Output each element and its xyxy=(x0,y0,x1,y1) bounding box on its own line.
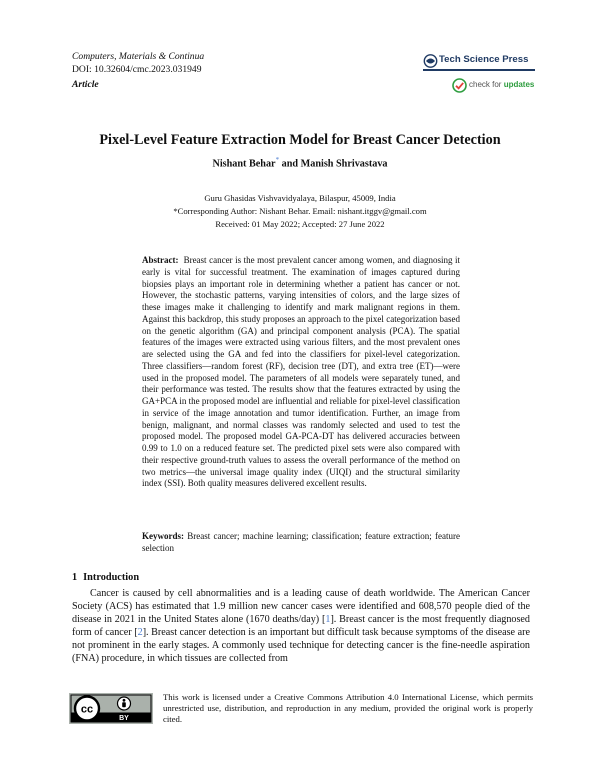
affiliation: Guru Ghasidas Vishvavidyalaya, Bilaspur, 45009, India xyxy=(204,193,396,203)
publisher-name: Tech Science Press xyxy=(439,54,529,65)
abstract-text: Breast cancer is the most prevalent cancer among women, and diagnosing it early is vital for successful treatment. The examination of images captured during biopsies plays an important role in determining whether a patient has cancer or not. However, the stochastic patterns, varying intensities of colors, and the large sizes of these images make it challenging to identify and mark malignant regions in them. Against this backdrop, this study proposes an approach to the pixel categorization based on the genetic algorithm (GA) and principal component analysis (PCA). The spatial features of the images were extracted using various filters, and the most prevalent ones are selected using the GA and fed into the classifiers for pixel-level categorization. Three classifiers—random forest (RF), decision tree (DT), and extra tree (ET)—were used in the proposed model. The parameters of all models were separately tuned, and their performance was tested. The results show that the features extracted by using the GA+PCA in the proposed model are influential and reliable for pixel-level classification in service of the image annotation and tumor identification. Further, an image from benign, malignant, and normal classes was randomly selected and used to test the proposed model. The proposed model GA-PCA-DT has delivered accuracies between 0.99 to 1.0 on a reduced feature set. The predicted pixel sets were also compared with their respective ground-truth values to assess the overall performance of the method on two metrics—the universal image quality index (UIQI) and the structural similarity index (SSI). Both quality measures delivered excellent results. xyxy=(142,255,461,489)
section-number: 1 xyxy=(72,572,78,583)
journal-name: Computers, Materials & Continua xyxy=(72,51,205,62)
paragraph-text-1: Cancer is caused by cell abnormalities and is a leading cause of death worldwide. The American Cancer Society (ACS) has estimated that 1.9 million new cancer cases were identified and 608,570 people died of the disease in 2021 in the United States alone (1670 deaths/day) [ xyxy=(72,588,530,625)
author-2: Manish Shrivastava xyxy=(300,158,388,170)
paragraph-text-3: ]. Breast cancer detection is an important but difficult task because symptoms of the disease are not prominent in the early stages. A commonly used technique for detecting cancer is the fine-needle aspiration (FNA) procedure, in which tissues are collected from xyxy=(72,626,530,664)
cc-text: cc xyxy=(80,703,94,716)
check-for-updates[interactable] xyxy=(452,78,542,94)
check-updates-word: updates xyxy=(503,80,535,89)
publisher-logo xyxy=(423,52,535,70)
keywords-text: Breast cancer; machine learning; classification; feature extraction; feature selection xyxy=(142,531,460,553)
abstract xyxy=(142,255,460,490)
paper-title: Pixel-Level Feature Extraction Model for Breast Cancer Detection xyxy=(99,132,501,148)
license-text: This work is licensed under a Creative Commons Attribution 4.0 International License, which permits unrestricted use, distribution, and reproduction in any medium, provided the original work is properly cited. xyxy=(163,692,533,724)
check-updates-icon xyxy=(452,78,467,93)
cc-by-badge[interactable] xyxy=(69,693,153,724)
by-text: BY xyxy=(119,715,129,722)
check-prefix: check for xyxy=(469,80,504,89)
check-updates-label xyxy=(469,80,534,89)
corresponding-mark[interactable]: * xyxy=(275,156,280,164)
tech-science-press-icon xyxy=(423,54,438,68)
publisher-rule xyxy=(423,69,535,71)
article-type: Article xyxy=(72,79,99,90)
keywords-label: Keywords: xyxy=(142,531,184,541)
corresponding-author: *Corresponding Author: Nishant Behar. Email: nishant.itggv@gmail.com xyxy=(173,206,427,216)
author-connector: and xyxy=(279,158,301,170)
paragraph-text-2: ]. Breast cancer is the most frequently diagnosed form of cancer [ xyxy=(72,613,530,638)
author-line xyxy=(0,156,600,169)
introduction-paragraph xyxy=(72,588,530,665)
abstract-label: Abstract: xyxy=(142,255,179,265)
citation-link-1[interactable]: 1 xyxy=(325,613,331,625)
citation-link-2[interactable]: 2 xyxy=(137,626,143,638)
section-title: Introduction xyxy=(83,572,140,583)
author-1: Nishant Behar xyxy=(212,158,276,170)
doi: DOI: 10.32604/cmc.2023.031949 xyxy=(72,64,202,75)
keywords xyxy=(142,530,460,554)
section-heading xyxy=(72,572,139,583)
received-accepted-dates: Received: 01 May 2022; Accepted: 27 June 2022 xyxy=(215,219,385,229)
